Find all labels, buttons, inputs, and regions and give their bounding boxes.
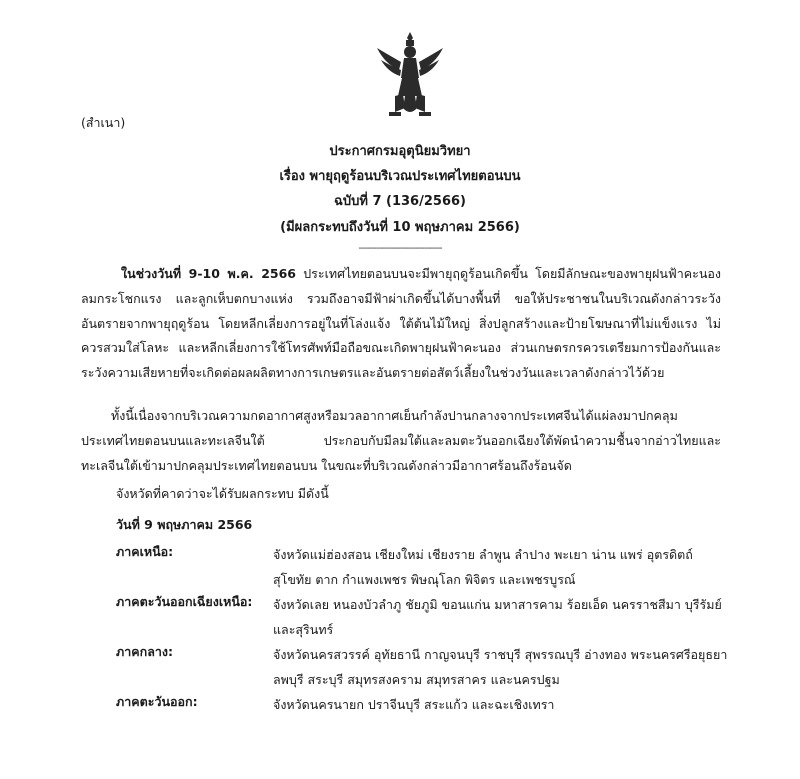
region-provinces: จังหวัดนครสวรรค์ อุทัยธานี กาญจนบุรี ราชบุรี สุพรรณบุรี อ่างทอง พระนครศรีอยุธยา ลพบุรี สระบุรี สมุทรสงคราม สมุทรสาคร และนครปฐม: [273, 647, 728, 687]
region-name: ภาคกลาง:: [116, 644, 173, 659]
subject-title: เรื่อง พายุฤดูร้อนบริเวณประเทศไทยตอนบน: [279, 169, 521, 184]
region-name: ภาคตะวันออก:: [116, 694, 198, 709]
issuer-title: ประกาศกรมอุตุนิยมวิทยา: [329, 144, 471, 159]
garuda-emblem-icon: [375, 30, 445, 120]
paragraph-cause: ทั้งนี้เนื่องจากบริเวณความกดอากาศสูงหรือมวลอากาศเย็นกำลังปานกลางจากประเทศจีนได้แผ่ลงมาปกคลุมประเทศไทยตอนบนและทะเลจีนใต้ ประกอบกับมีลมใต้และลมตะวันออกเฉียงใต้พัดนำความชื้นจากอ่าวไทยและทะเลจีนใต้เข้ามาปกคลุมประเทศไทยตอนบน ในขณะที่บริเวณดังกล่าวมีอากาศร้อนถึงร้อนจัด: [81, 408, 721, 473]
paragraph-affected-intro: จังหวัดที่คาดว่าจะได้รับผลกระทบ มีดังนี้: [116, 486, 329, 501]
warning-period: ในช่วงวันที่ 9-10 พ.ค. 2566: [121, 266, 297, 281]
issue-number: ฉบับที่ 7 (136/2566): [334, 194, 466, 209]
warning-body: ประเทศไทยตอนบนจะมีพายุฤดูร้อนเกิดขึ้น โดยมีลักษณะของพายุฝนฟ้าคะนอง ลมกระโชกแรง และลูกเห็บตกบางแห่ง รวมถึงอาจมีฟ้าผ่าเกิดขึ้นได้บางพื้นที่ ขอให้ประชาชนในบริเวณดังกล่าวระวังอันตรายจากพายุฤดูร้อน โดยหลีกเลี่ยงการอยู่ในที่โล่งแจ้ง ใต้ต้นไม้ใหญ่ สิ่งปลูกสร้างและป้ายโฆษณาที่ไม่แข็งแรง ไม่ควรสวมใส่โลหะ และหลีกเลี่ยงการใช้โทรศัพท์มือถือขณะเกิดพายุฝนฟ้าคะนอง ส่วนเกษตรกรควรเตรียมการป้องกันและระวังความเสียหายที่จะเกิดต่อผลผลิตทางการเกษตรและอันตรายต่อสัตว์เลี้ยงในช่วงวันและเวลาดังกล่าวไว้ด้วย: [81, 266, 721, 381]
divider: ----------------------------: [358, 241, 442, 254]
paragraph-warning: [81, 262, 721, 386]
region-provinces: จังหวัดนครนายก ปราจีนบุรี สระแก้ว และฉะเชิงเทรา: [273, 697, 555, 712]
effective-date: (มีผลกระทบถึงวันที่ 10 พฤษภาคม 2566): [280, 220, 520, 235]
region-name: ภาคเหนือ:: [116, 544, 174, 559]
region-provinces: จังหวัดเลย หนองบัวลำภู ชัยภูมิ ขอนแก่น มหาสารคาม ร้อยเอ็ด นครราชสีมา บุรีรัมย์ และสุรินทร์: [273, 597, 722, 637]
date-heading: วันที่ 9 พฤษภาคม 2566: [116, 517, 253, 532]
region-provinces: จังหวัดแม่ฮ่องสอน เชียงใหม่ เชียงราย ลำพูน ลำปาง พะเยา น่าน แพร่ อุตรดิตถ์ สุโขทัย ตาก กำแพงเพชร พิษณุโลก พิจิตร และเพชรบูรณ์: [273, 547, 693, 587]
region-name: ภาคตะวันออกเฉียงเหนือ:: [116, 594, 253, 609]
copy-label: (สำเนา): [81, 115, 126, 130]
